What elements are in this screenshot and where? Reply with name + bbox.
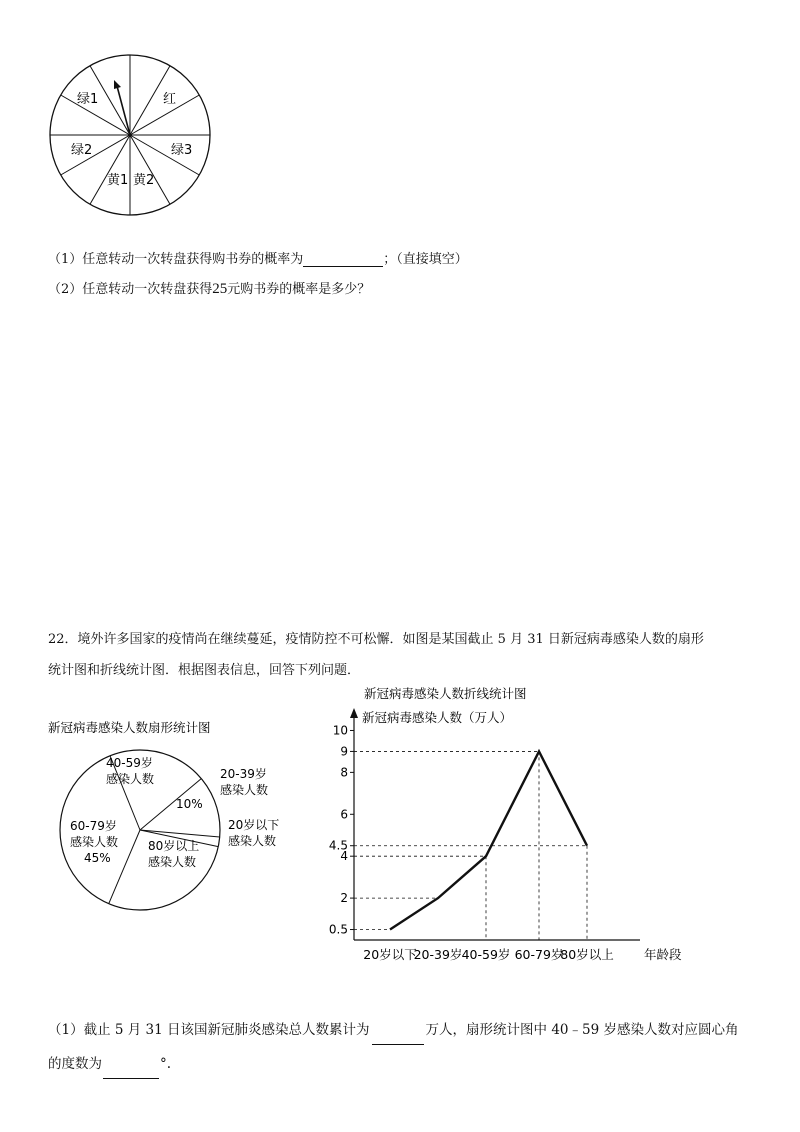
pie-slice-label: 感染人数 xyxy=(220,783,269,797)
line-x-label: 年龄段 xyxy=(644,947,682,962)
x-tick-label: 20岁以下 xyxy=(363,947,417,962)
y-tick-label: 9 xyxy=(340,744,348,759)
spinner-label-green3: 绿3 xyxy=(171,143,193,158)
q22-sub1-text2: 万人，扇形统计图中 40﹣59 岁感染人数对应圆心角 xyxy=(425,1022,739,1038)
q22-sub1-blank-total[interactable] xyxy=(372,1030,424,1045)
pie-slice-label: 感染人数 xyxy=(148,855,197,869)
line-series xyxy=(390,751,587,929)
q22-intro-line2: 统计图和折线统计图．根据图表信息，回答下列问题． xyxy=(48,663,361,678)
y-tick-label: 2 xyxy=(340,891,348,906)
spinner-label-green2: 绿2 xyxy=(71,143,93,158)
q22-sub1-blank-angle[interactable] xyxy=(103,1064,159,1079)
q22-sub1 xyxy=(48,1015,768,1079)
pie-slice-label: 40-59岁 xyxy=(106,756,153,770)
pie-slice-percent: 10% xyxy=(176,797,203,811)
q22-sub1-line2-suffix: °. xyxy=(160,1056,172,1072)
line-y-label: 新冠病毒感染人数（万人） xyxy=(362,710,513,725)
spinner-label-yellow1: 黄1 xyxy=(107,173,129,188)
q22-sub1-line2-text: 的度数为 xyxy=(48,1056,102,1072)
q22-intro-line1: 22．境外许多国家的疫情尚在继续蔓延，疫情防控不可松懈．如图是某国截止 5 月 31 日新冠病毒感染人数的扇形 xyxy=(48,632,704,647)
line-chart-title: 新冠病毒感染人数折线统计图 xyxy=(364,686,527,701)
pie-chart xyxy=(40,710,300,920)
y-tick-label: 4 xyxy=(340,849,348,864)
spinner-label-yellow2: 黄2 xyxy=(133,173,155,188)
pie-slice-label: 感染人数 xyxy=(106,772,155,786)
y-tick-label: 10 xyxy=(332,723,348,738)
x-tick-label: 20-39岁 xyxy=(413,947,463,962)
spinner-label-red: 红 xyxy=(163,92,177,107)
x-tick-label: 40-59岁 xyxy=(461,947,511,962)
spinner-wheel xyxy=(45,50,220,220)
y-axis-arrow-icon xyxy=(350,708,358,718)
pie-slice-label: 20岁以下 xyxy=(228,818,280,832)
pie-slice-label: 感染人数 xyxy=(228,834,277,848)
q21-part1-suffix: ；（直接填空） xyxy=(383,252,468,267)
y-tick-label: 8 xyxy=(340,765,348,780)
y-tick-label: 0.5 xyxy=(328,922,348,937)
y-tick-label: 4.5 xyxy=(328,838,348,853)
pie-title: 新冠病毒感染人数扇形统计图 xyxy=(48,720,211,735)
pie-slice-percent: 45% xyxy=(84,851,111,865)
pie-slice-label: 感染人数 xyxy=(70,835,119,849)
pie-slice-label: 20-39岁 xyxy=(220,767,267,781)
q22-sub1-text1: （1）截止 5 月 31 日该国新冠肺炎感染总人数累计为 xyxy=(48,1022,370,1038)
pie-slice-label: 60-79岁 xyxy=(70,819,117,833)
line-chart xyxy=(310,680,690,970)
spinner-label-green1: 绿1 xyxy=(77,92,99,107)
q21-part2 xyxy=(48,278,370,298)
q21-part2-suffix: 元购书券的概率是多少？ xyxy=(227,282,371,297)
q21-part2-text: （2）任意转动一次转盘获得 xyxy=(48,282,213,297)
x-tick-label: 80岁以上 xyxy=(560,947,614,962)
x-tick-label: 60-79岁 xyxy=(514,947,564,962)
q21-part1-blank[interactable] xyxy=(303,252,383,267)
q21-part1 xyxy=(48,248,468,267)
q21-part1-text: （1）任意转动一次转盘获得购书券的概率为 xyxy=(48,252,304,267)
y-tick-label: 6 xyxy=(340,807,348,822)
pie-slice-label: 80岁以上 xyxy=(148,839,200,853)
q21-part2-number: 25 xyxy=(212,281,228,297)
